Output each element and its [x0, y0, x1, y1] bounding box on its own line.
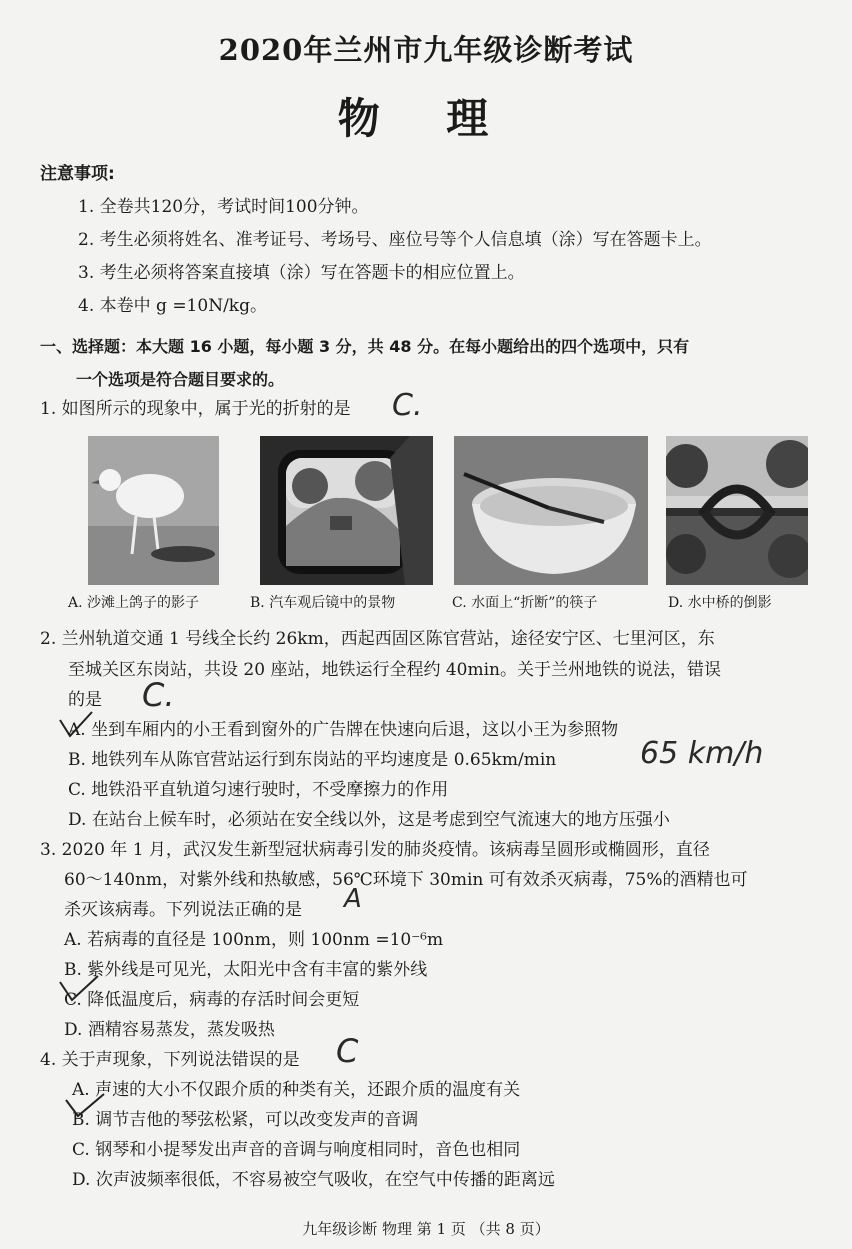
- section-heading: 一、选择题：本大题 16 小题，每小题 3 分，共 48 分。在每小题给出的四个选项中，只有: [40, 337, 690, 356]
- option-d: D. 在站台上候车时，必须站在安全线以外，这是考虑到空气流速大的地方压强小: [68, 810, 670, 830]
- section-heading-cont: 一个选项是符合题目要求的。: [76, 370, 285, 389]
- question-2-stem: 2. 兰州轨道交通 1 号线全长约 26km，西起西固区陈官营站，途径安宁区、七里河区，东: [40, 629, 715, 649]
- page-footer: 九年级诊断 物理 第 1 页 （共 8 页）: [302, 1220, 550, 1238]
- question-4-stem: 4. 关于声现象，下列说法错误的是: [40, 1050, 300, 1070]
- option-b: B. 调节吉他的琴弦松紧，可以改变发声的音调: [72, 1110, 419, 1130]
- option-a: A. 声速的大小不仅跟介质的种类有关，还跟介质的温度有关: [72, 1080, 521, 1100]
- option-a: A. 坐到车厢内的小王看到窗外的广告牌在快速向后退，这以小王为参照物: [68, 720, 619, 740]
- handwritten-answer: C.: [392, 388, 423, 423]
- note-item: 3. 考生必须将答案直接填（涂）写在答题卡的相应位置上。: [78, 263, 525, 283]
- option-b: B. 紫外线是可见光，太阳光中含有丰富的紫外线: [64, 960, 428, 980]
- image-caption-c: C. 水面上“折断”的筷子: [452, 595, 598, 611]
- option-b: B. 地铁列车从陈官营站运行到东岗站的平均速度是 0.65km/min: [68, 750, 557, 770]
- question-2-stem: 至城关区东岗站，共设 20 座站，地铁运行全程约 40min。关于兰州地铁的说法，错误: [68, 660, 721, 680]
- note-item: 4. 本卷中 g =10N/kg。: [78, 296, 267, 316]
- image-caption-b: B. 汽车观后镜中的景物: [250, 595, 396, 611]
- handwritten-note: 65 km/h: [640, 736, 764, 771]
- option-c: C. 地铁沿平直轨道匀速行驶时，不受摩擦力的作用: [68, 780, 449, 800]
- question-2-stem: 的是: [68, 690, 102, 710]
- option-d: D. 酒精容易蒸发，蒸发吸热: [64, 1020, 275, 1040]
- question-3-stem: 3. 2020 年 1 月，武汉发生新型冠状病毒引发的肺炎疫情。该病毒呈圆形或椭圆形，直径: [40, 840, 710, 860]
- option-c: C. 降低温度后，病毒的存活时间会更短: [64, 990, 360, 1010]
- question-3-stem: 杀灭该病毒。下列说法正确的是: [64, 900, 302, 920]
- option-d: D. 次声波频率很低，不容易被空气吸收，在空气中传播的距离远: [72, 1170, 555, 1190]
- subject-title: 物 理: [337, 94, 515, 143]
- handwritten-answer: A: [344, 884, 362, 914]
- note-item: 2. 考生必须将姓名、准考证号、考场号、座位号等个人信息填（涂）写在答题卡上。: [78, 230, 712, 250]
- image-caption-a: A. 沙滩上鸽子的影子: [68, 595, 200, 611]
- handwritten-answer: C.: [142, 676, 175, 714]
- option-a: A. 若病毒的直径是 100nm，则 100nm =10⁻⁶m: [64, 930, 444, 950]
- option-c: C. 钢琴和小提琴发出声音的音调与响度相同时，音色也相同: [72, 1140, 521, 1160]
- image-caption-d: D. 水中桥的倒影: [668, 595, 772, 611]
- exam-title: 2020年兰州市九年级诊断考试: [218, 33, 634, 67]
- notes-heading: 注意事项:: [40, 164, 115, 184]
- question-1-stem: 1. 如图所示的现象中，属于光的折射的是: [40, 399, 351, 419]
- handwritten-answer: C: [336, 1032, 359, 1070]
- question-3-stem: 60～140nm，对紫外线和热敏感，56℃环境下 30min 可有效杀灭病毒，75%的酒精也可: [64, 870, 748, 890]
- note-item: 1. 全卷共120分，考试时间100分钟。: [78, 197, 369, 217]
